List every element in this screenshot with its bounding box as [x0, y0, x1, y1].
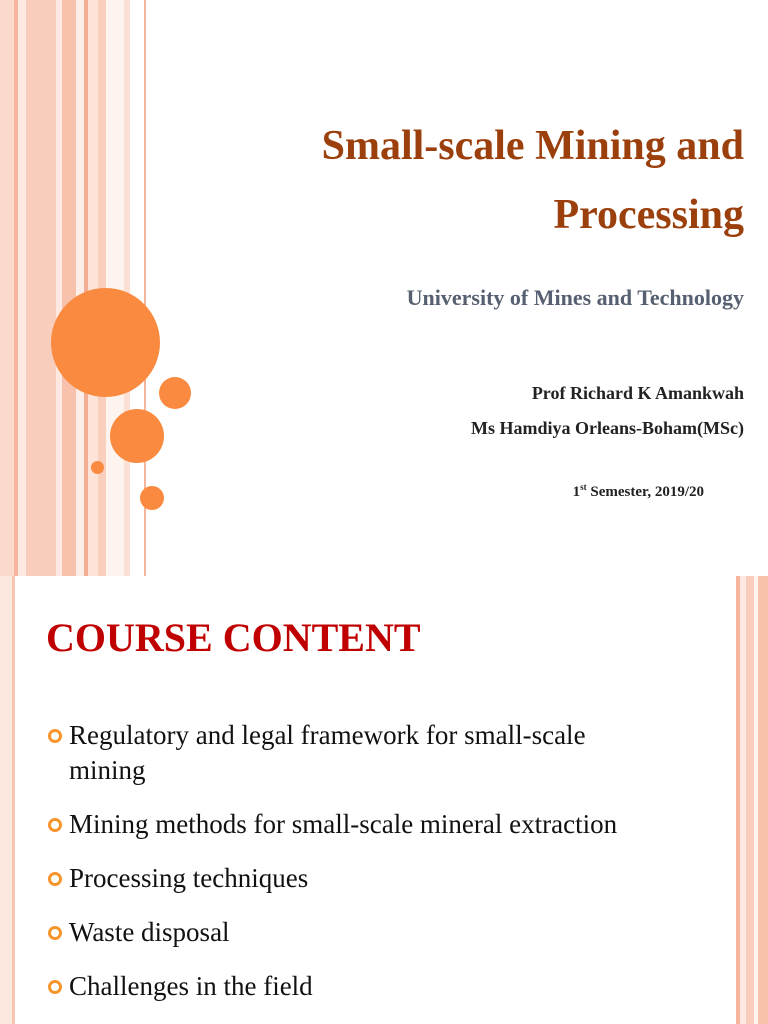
list-item-text: Regulatory and legal framework for small-scale mining: [69, 720, 586, 785]
large-orange-circle: [51, 288, 160, 397]
list-item-text: Challenges in the field: [69, 971, 313, 1001]
course-topic-list: [46, 718, 646, 1023]
section-heading: COURSE CONTENT: [46, 615, 421, 660]
institution-name: University of Mines and Technology: [406, 285, 744, 310]
hollow-circle-bullet-icon: [48, 729, 62, 743]
semester-ordinal-suffix: st: [580, 482, 587, 492]
list-item: [46, 718, 646, 788]
list-item-text: Waste disposal: [69, 917, 230, 947]
medium-orange-circle: [110, 409, 164, 463]
list-item: [46, 969, 646, 1004]
list-item: [46, 807, 646, 842]
hollow-circle-bullet-icon: [48, 926, 62, 940]
left-edge-line: [12, 576, 15, 1024]
author-name-1: Prof Richard K Amankwah: [531, 383, 744, 403]
decorative-stripes: [0, 0, 150, 576]
list-item: [46, 861, 646, 896]
small-orange-circle-bottom: [140, 486, 164, 510]
semester-ordinal-number: 1: [572, 484, 581, 500]
hollow-circle-bullet-icon: [48, 980, 62, 994]
course-content-slide: [0, 576, 768, 1024]
semester-text: Semester, 2019/20: [586, 484, 704, 500]
semester-label: [573, 482, 704, 501]
slide-title: Small-scale Mining and Processing: [321, 123, 744, 238]
list-item-text: Processing techniques: [69, 863, 309, 893]
hollow-circle-bullet-icon: [48, 818, 62, 832]
list-item-text: Mining methods for small-scale mineral extraction: [69, 809, 618, 839]
left-edge-stripe: [0, 576, 12, 1024]
hollow-circle-bullet-icon: [48, 872, 62, 886]
list-item: [46, 915, 646, 950]
small-orange-circle: [159, 377, 191, 409]
author-name-2: Ms Hamdiya Orleans-Boham(MSc): [471, 418, 744, 438]
tiny-orange-circle: [91, 461, 104, 474]
